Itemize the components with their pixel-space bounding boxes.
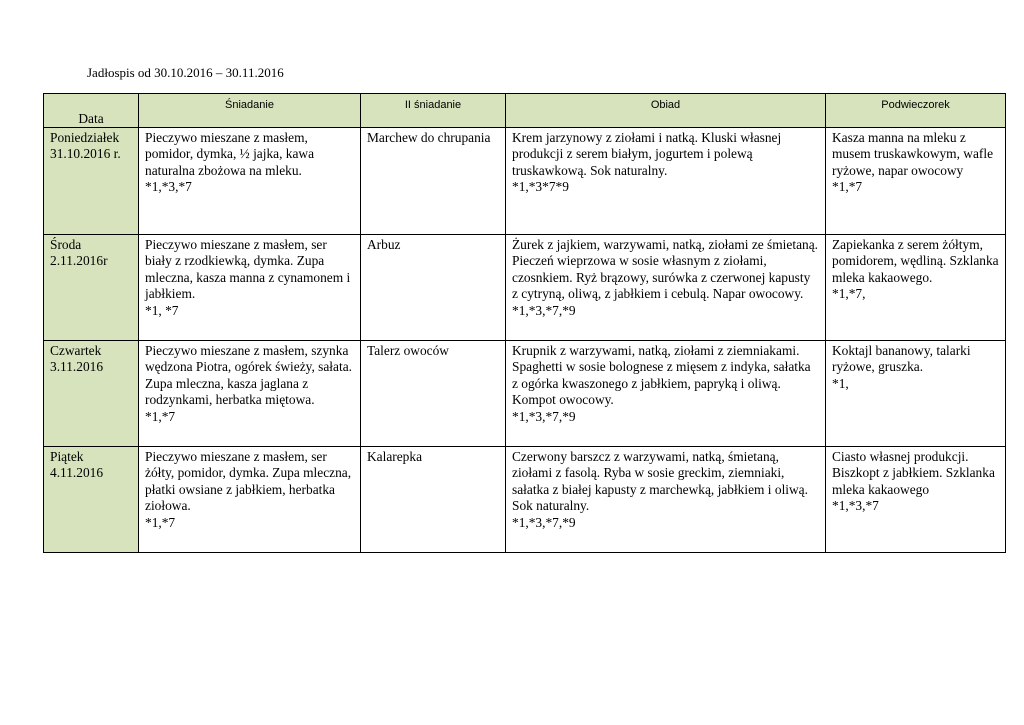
lunch-text: Krem jarzynowy z ziołami i natką. Kluski własnej produkcji z serem białym, jogurtem i polewą truskawkową. Sok naturalny. (512, 130, 782, 178)
second-breakfast-text: Marchew do chrupania (367, 130, 491, 145)
breakfast-allergens: *1, *7 (145, 302, 179, 318)
second-breakfast-cell (361, 128, 506, 235)
day-name: Piątek (50, 449, 84, 464)
header-lunch: Obiad (506, 94, 826, 128)
day-cell (44, 235, 139, 341)
lunch-text: Czerwony barszcz z warzywami, natką, śmietaną, ziołami z fasolą. Ryba w sosie greckim, ziemniaki, sałatka z białej kapusty z marchewką, jabłkiem i oliwą. Sok naturalny. (512, 449, 808, 514)
snack-text: Koktajl bananowy, talarki ryżowe, gruszka. (832, 343, 971, 375)
breakfast-cell (139, 235, 361, 341)
lunch-cell (506, 235, 826, 341)
header-breakfast: Śniadanie (139, 94, 361, 128)
day-name: Czwartek (50, 343, 102, 358)
snack-text: Ciasto własnej produkcji. Biszkopt z jabłkiem. Szklanka mleka kakaowego (832, 449, 995, 497)
day-cell (44, 447, 139, 553)
day-date: 31.10.2016 r. (50, 146, 121, 162)
snack-cell (826, 235, 1006, 341)
lunch-allergens: *1,*3,*7,*9 (512, 302, 576, 318)
snack-text: Zapiekanka z serem żółtym, pomidorem, wędliną. Szklanka mleka kakaowego. (832, 237, 999, 285)
table-row (44, 447, 1006, 553)
day-cell (44, 341, 139, 447)
second-breakfast-text: Talerz owoców (367, 343, 449, 358)
breakfast-allergens: *1,*3,*7 (145, 179, 192, 195)
lunch-text: Żurek z jajkiem, warzywami, natką, ziołami ze śmietaną. Pieczeń wieprzowa w sosie własnym z ziołami, czosnkiem. Ryż brązowy, surówka z czerwonej kapusty z cytryną, oliwą, z jabłkiem i cebulą. Napar owocowy. (512, 237, 818, 302)
lunch-cell (506, 341, 826, 447)
second-breakfast-cell (361, 447, 506, 553)
table-row (44, 341, 1006, 447)
breakfast-allergens: *1,*7 (145, 408, 176, 424)
breakfast-text: Pieczywo mieszane z masłem, szynka wędzona Piotra, ogórek świeży, sałata. Zupa mleczna, kasza jaglana z rodzynkami, herbatka miętowa. (145, 343, 352, 408)
day-date: 3.11.2016 (50, 359, 104, 375)
second-breakfast-cell (361, 341, 506, 447)
lunch-allergens: *1,*3,*7,*9 (512, 514, 576, 530)
day-name: Środa (50, 237, 82, 252)
day-name: Poniedziałek (50, 130, 120, 145)
header-second-breakfast: II śniadanie (361, 94, 506, 128)
table-row (44, 235, 1006, 341)
header-snack: Podwieczorek (826, 94, 1006, 128)
table-row (44, 128, 1006, 235)
lunch-cell (506, 447, 826, 553)
second-breakfast-text: Arbuz (367, 237, 401, 252)
header-row (44, 94, 1006, 128)
lunch-allergens: *1,*3,*7,*9 (512, 408, 576, 424)
snack-allergens: *1, (832, 375, 849, 391)
snack-allergens: *1,*3,*7 (832, 498, 879, 514)
second-breakfast-text: Kalarepka (367, 449, 423, 464)
day-date: 2.11.2016r (50, 253, 108, 269)
breakfast-allergens: *1,*7 (145, 514, 176, 530)
lunch-allergens: *1,*3*7*9 (512, 179, 569, 195)
breakfast-text: Pieczywo mieszane z masłem, ser biały z rzodkiewką, dymka. Zupa mleczna, kasza manna z cynamonem i jabłkiem. (145, 237, 351, 302)
breakfast-text: Pieczywo mieszane z masłem, ser żółty, pomidor, dymka. Zupa mleczna, płatki owsiane z jabłkiem, herbatka ziołowa. (145, 449, 352, 514)
snack-text: Kasza manna na mleku z musem truskawkowym, wafle ryżowe, napar owocowy (832, 130, 994, 178)
day-cell (44, 128, 139, 235)
lunch-cell (506, 128, 826, 235)
snack-cell (826, 447, 1006, 553)
lunch-text: Krupnik z warzywami, natką, ziołami z ziemniakami. Spaghetti w sosie bolognese z mięsem z indyka, sałatka z ogórka kwaszonego z jabłkiem, papryką i oliwą. Kompot owocowy. (512, 343, 811, 408)
header-data: Data (44, 94, 139, 128)
snack-allergens: *1,*7, (832, 286, 866, 302)
snack-allergens: *1,*7 (832, 179, 863, 195)
menu-title: Jadłospis od 30.10.2016 – 30.11.2016 (87, 65, 284, 80)
breakfast-text: Pieczywo mieszane z masłem, pomidor, dymka, ½ jajka, kawa naturalna zbożowa na mleku. (145, 130, 315, 178)
breakfast-cell (139, 128, 361, 235)
day-date: 4.11.2016 (50, 465, 104, 481)
breakfast-cell (139, 447, 361, 553)
breakfast-cell (139, 341, 361, 447)
snack-cell (826, 341, 1006, 447)
menu-table (43, 93, 1006, 553)
second-breakfast-cell (361, 235, 506, 341)
snack-cell (826, 128, 1006, 235)
